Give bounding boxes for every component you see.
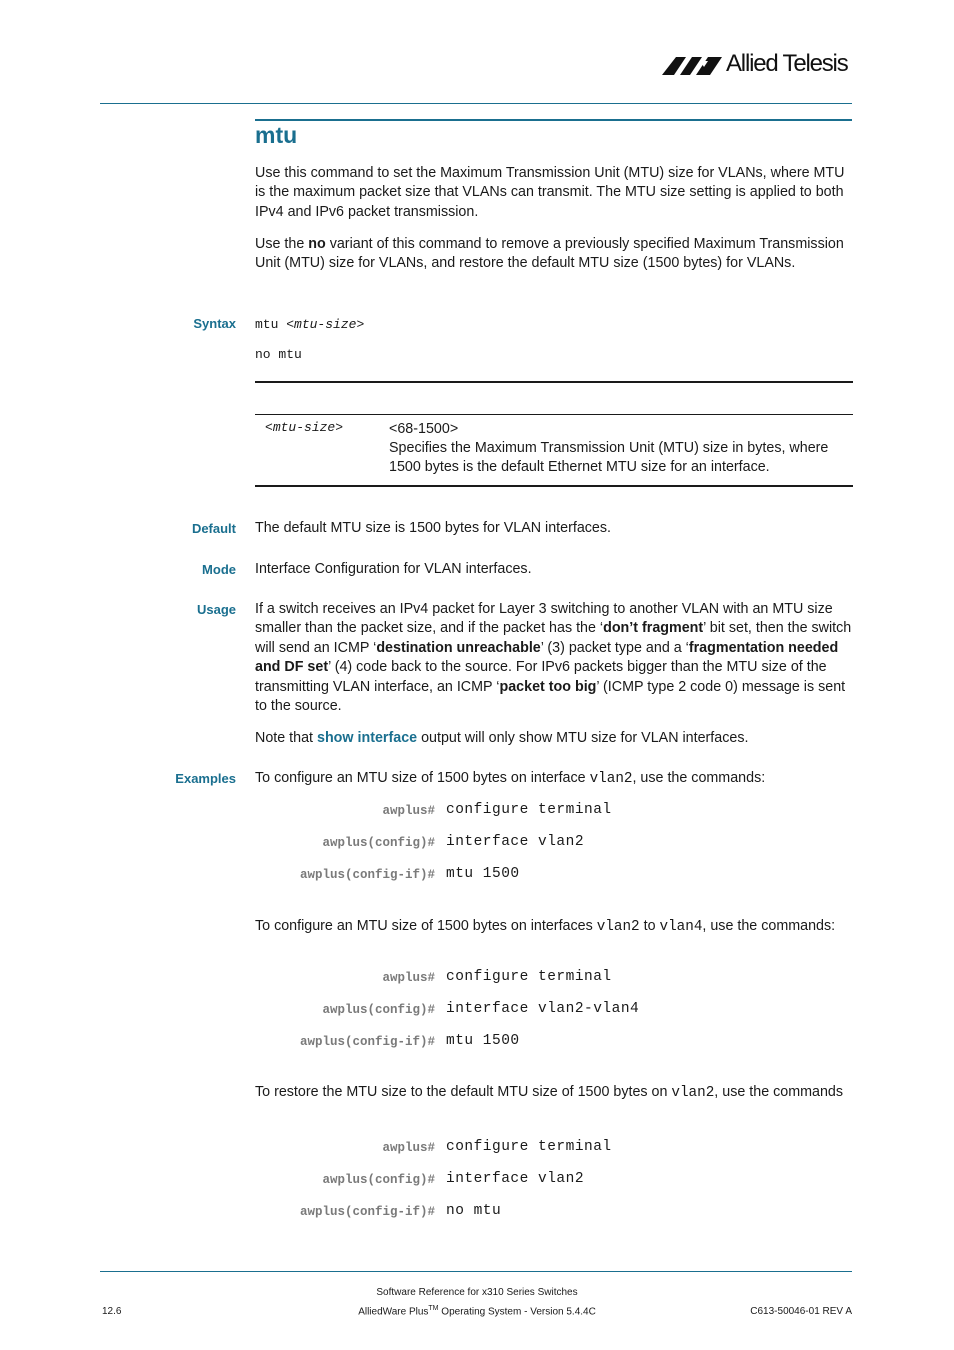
footer-version: AlliedWare Plus™ Operating System - Version 5.4.4C — [358, 1305, 596, 1318]
allied-telesis-logo — [662, 50, 854, 80]
example-2-line-3: awplus(config-if)# mtu 1500 — [299, 1033, 520, 1049]
syntax-line-1: mtu <mtu-size> — [255, 317, 365, 332]
footer-title: Software Reference for x310 Series Switches — [376, 1287, 578, 1298]
param-range: <68-1500> — [389, 421, 459, 437]
intro-paragraph-2: Use the no variant of this command to remove a previously specified Maximum Transmission Unit (MTU) size for VLANs, and restore the default MTU size (1500 bytes) for VLANs. — [255, 236, 844, 272]
default-label: Default — [191, 521, 236, 536]
footer-doc-id: C613-50046-01 REV A — [750, 1306, 852, 1317]
example-3-line-2: awplus(config)# interface vlan2 — [322, 1171, 585, 1187]
example-2-line-1: awplus# configure terminal — [382, 969, 612, 985]
logo-text: Allied Telesis — [726, 50, 848, 77]
header-rule — [100, 103, 852, 104]
show-interface-link[interactable]: show interface — [317, 730, 418, 746]
example-3-line-3: awplus(config-if)# no mtu — [299, 1203, 502, 1219]
page-title: mtu — [255, 122, 298, 148]
example-1-line-2: awplus(config)# interface vlan2 — [322, 834, 585, 850]
title-rule — [255, 119, 852, 121]
usage-paragraph: If a switch receives an IPv4 packet for Layer 3 switching to another VLAN with an MTU size smaller than the packet size, and if the packet has the ‘don’t fragment’ bit set, then the switch will send an ICMP ‘destination unreachable’ (3) packet type and a ‘fragmentation needed and DF set’ (4) code back to the source. For IPv6 packets bigger than the MTU size of the transmitting VLAN interface, an ICMP ‘packet too big’ (ICMP type 2 code 0) message is sent to the source. — [255, 601, 852, 715]
usage-label: Usage — [196, 602, 236, 617]
syntax-label: Syntax — [193, 316, 236, 331]
default-text: The default MTU size is 1500 bytes for VLAN interfaces. — [255, 520, 611, 536]
example-3-text: To restore the MTU size to the default MTU size of 1500 bytes on vlan2, use the commands — [255, 1084, 844, 1101]
examples-label: Examples — [175, 771, 236, 786]
example-1-text: To configure an MTU size of 1500 bytes on interface vlan2, use the commands: — [255, 770, 766, 787]
mode-text: Interface Configuration for VLAN interfaces. — [255, 561, 532, 577]
table-top-rule — [255, 381, 853, 383]
syntax-line-2: no mtu — [255, 347, 302, 362]
intro-paragraph-1: Use this command to set the Maximum Transmission Unit (MTU) size for VLANs, where MTU is the maximum packet size that VLANs can transmit. The MTU size setting is applied to both IPv4 and IPv6 packet transmission. — [255, 165, 845, 220]
example-2-line-2: awplus(config)# interface vlan2-vlan4 — [322, 1001, 640, 1017]
mode-label: Mode — [202, 562, 236, 577]
example-1-line-3: awplus(config-if)# mtu 1500 — [299, 866, 520, 882]
table-header-rule — [255, 414, 853, 415]
footer-page-number: 12.6 — [102, 1306, 122, 1317]
param-description-text: Specifies the Maximum Transmission Unit (MTU) size in bytes, where 1500 bytes is the default Ethernet MTU size for an interface. — [389, 440, 829, 475]
example-1-line-1: awplus# configure terminal — [382, 802, 612, 818]
table-bottom-rule — [255, 485, 853, 487]
logo-mark-icon — [662, 53, 724, 79]
example-2-text: To configure an MTU size of 1500 bytes on interfaces vlan2 to vlan4, use the commands: — [255, 918, 836, 935]
param-description — [389, 420, 849, 477]
usage-note: Note that show interface output will only show MTU size for VLAN interfaces. — [255, 730, 749, 746]
footer-rule — [100, 1271, 852, 1272]
example-3-line-1: awplus# configure terminal — [382, 1139, 612, 1155]
param-name: <mtu-size> — [265, 420, 344, 435]
